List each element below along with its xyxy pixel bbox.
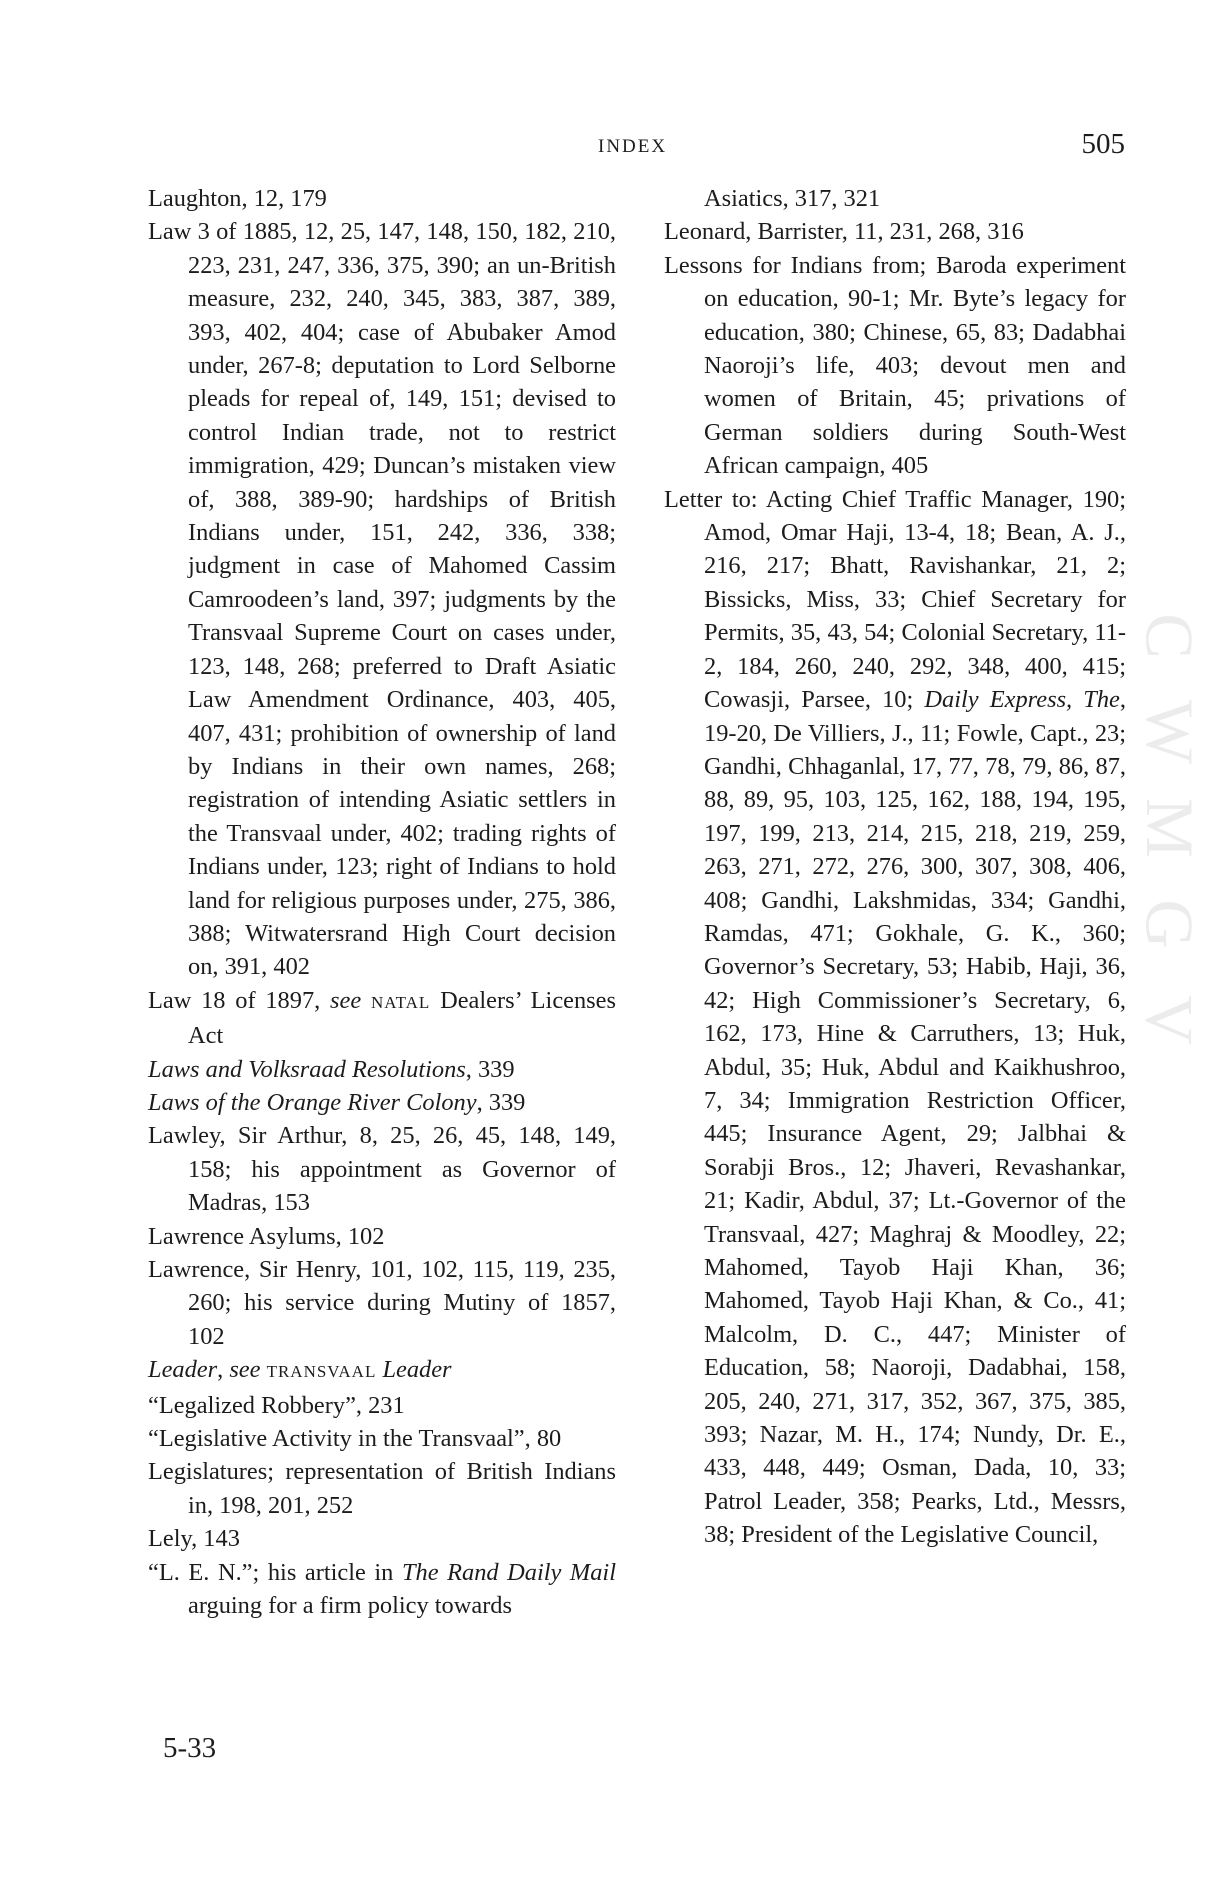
left-index-column (148, 182, 616, 1622)
index-entry-continuation: Asiatics, 317, 321 (704, 185, 881, 212)
index-entry: Laws of the Orange River Colony, 339 (148, 1088, 526, 1116)
watermark: C W M G V (1131, 613, 1208, 1045)
italic-title: Leader (148, 1356, 218, 1384)
index-entry: Lely, 143 (148, 1525, 240, 1553)
index-entry: Leader, see TRANSVAAL Leader (148, 1356, 452, 1384)
entry-text: Law 18 of 1897, (148, 986, 331, 1014)
index-entry: Letter to: Acting Chief Traffic Manager, 190; Amod, Omar Haji, 13-4, 18; Bean, A. J., 216, 217; Bhatt, Ravishankar, 21, 2; Bissicks, Miss, 33; Chief Secretary for Permits, 35, 43, 54; Colonial Secretary, 11-2, 184, 260, 240, 292, 348, 400, 415; Cowasji, Parsee, 10; Daily Express, The, 19-20, De Villiers, J., 11; Fowle, Capt., 23; Gandhi, Chhaganlal, 17, 77, 78, 79, 86, 87, 88, 89, 95, 103, 125, 162, 188, 194, 195, 197, 199, 213, 214, 215, 218, 219, 259, 263, 271, 272, 276, 300, 307, 308, 406, 408; Gandhi, Lakshmidas, 334; Gandhi, Ramdas, 471; Gokhale, G. K., 360; Governor’s Secretary, 53; Habib, Haji, 36, 42; High Commissioner’s Secretary, 6, 162, 173, Hine & Carruthers, 13; Huk, Abdul, 35; Huk, Abdul and Kaikhushroo, 7, 34; Immigration Restriction Officer, 445; Insurance Agent, 29; Jalbhai & Sorabji Bros., 12; Jhaveri, Revashankar, 21; Kadir, Abdul, 37; Lt.-Governor of the Transvaal, 427; Maghraj & Moodley, 22; Mahomed, Tayob Haji Khan, 36; Mahomed, Tayob Haji Khan, & Co., 41; Malcolm, D. C., 447; Minister of Education, 58; Naoroji, Dadabhai, 158, 205, 240, 271, 317, 352, 367, 375, 385, 393; Nazar, M. H., 174; Nundy, Dr. E., 433, 448, 449; Osman, Dada, 10, 33; Patrol Leader, 358; Pearks, Ltd., Messrs, 38; President of the Legislative Council, (664, 485, 1126, 1549)
italic-title: Leader (382, 1356, 452, 1384)
index-entry: Legislatures; representation of British Indians in, 198, 201, 252 (148, 1458, 616, 1519)
page-number: 505 (1081, 128, 1125, 160)
italic-title: Laws and Volksraad Resolutions (148, 1055, 466, 1083)
running-head-title: INDEX (598, 136, 668, 157)
italic-title: Laws of the Orange River Colony (148, 1088, 477, 1116)
index-entry: Lawrence, Sir Henry, 101, 102, 115, 119, 235, 260; his service during Mutiny of 1857, 102 (148, 1256, 616, 1350)
index-entry: Laughton, 12, 179 (148, 185, 327, 212)
index-entry: “Legislative Activity in the Transvaal”, 80 (148, 1425, 562, 1453)
index-entry (148, 984, 616, 1053)
cross-reference-term: TRANSVAAL (266, 1362, 377, 1382)
index-entry: Lawrence Asylums, 102 (148, 1222, 385, 1250)
entry-text: Dealers’ Licenses Act (188, 986, 616, 1050)
index-entry: Lawley, Sir Arthur, 8, 25, 26, 45, 148, 149, 158; his appointment as Governor of Madras, 153 (148, 1122, 616, 1217)
index-entry: “L. E. N.”; his article in The Rand Daily Mail arguing for a firm policy towards (148, 1558, 616, 1620)
italic-title: The Rand Daily Mail (401, 1558, 616, 1586)
running-head (0, 128, 1229, 168)
cross-reference-term: NATAL (370, 992, 431, 1012)
index-entry: Law 3 of 1885, 12, 25, 147, 148, 150, 182, 210, 223, 231, 247, 336, 375, 390; an un-British measure, 232, 240, 345, 383, 387, 389, 393, 402, 404; case of Abubaker Amod under, 267-8; deputation to Lord Selborne pleads for repeal of, 149, 151; devised to control Indian trade, not to restrict immigration, 429; Duncan’s mistaken view of, 388, 389-90; hardships of British Indians under, 151, 242, 336, 338; judgment in case of Mahomed Cassim Camroodeen’s land, 397; judgments by the Transvaal Supreme Court on cases under, 123, 148, 268; preferred to Draft Asiatic Law Amendment Ordinance, 403, 405, 407, 431; prohibition of ownership of land by Indians in their own names, 268; registration of intending Asiatic settlers in the Transvaal under, 402; trading rights of Indians under, 123; right of Indians to hold land for religious purposes under, 275, 386, 388; Witwatersrand High Court decision on, 391, 402 (148, 218, 616, 981)
index-entry: Leonard, Barrister, 11, 231, 268, 316 (664, 218, 1024, 246)
see-reference: see (330, 986, 362, 1014)
index-entry: “Legalized Robbery”, 231 (148, 1391, 405, 1419)
right-index-column (664, 182, 1126, 1552)
signature-mark: 5-33 (163, 1732, 217, 1764)
index-entry: Laws and Volksraad Resolutions, 339 (148, 1055, 515, 1083)
italic-title: Daily Express, The (924, 686, 1120, 714)
see-reference: see (229, 1356, 261, 1384)
index-entry: Lessons for Indians from; Baroda experiment on education, 90-1; Mr. Byte’s legacy for education, 380; Chinese, 65, 83; Dadabhai Naoroji’s life, 403; devout men and women of Britain, 45; privations of German soldiers during South-West African campaign, 405 (664, 251, 1126, 480)
